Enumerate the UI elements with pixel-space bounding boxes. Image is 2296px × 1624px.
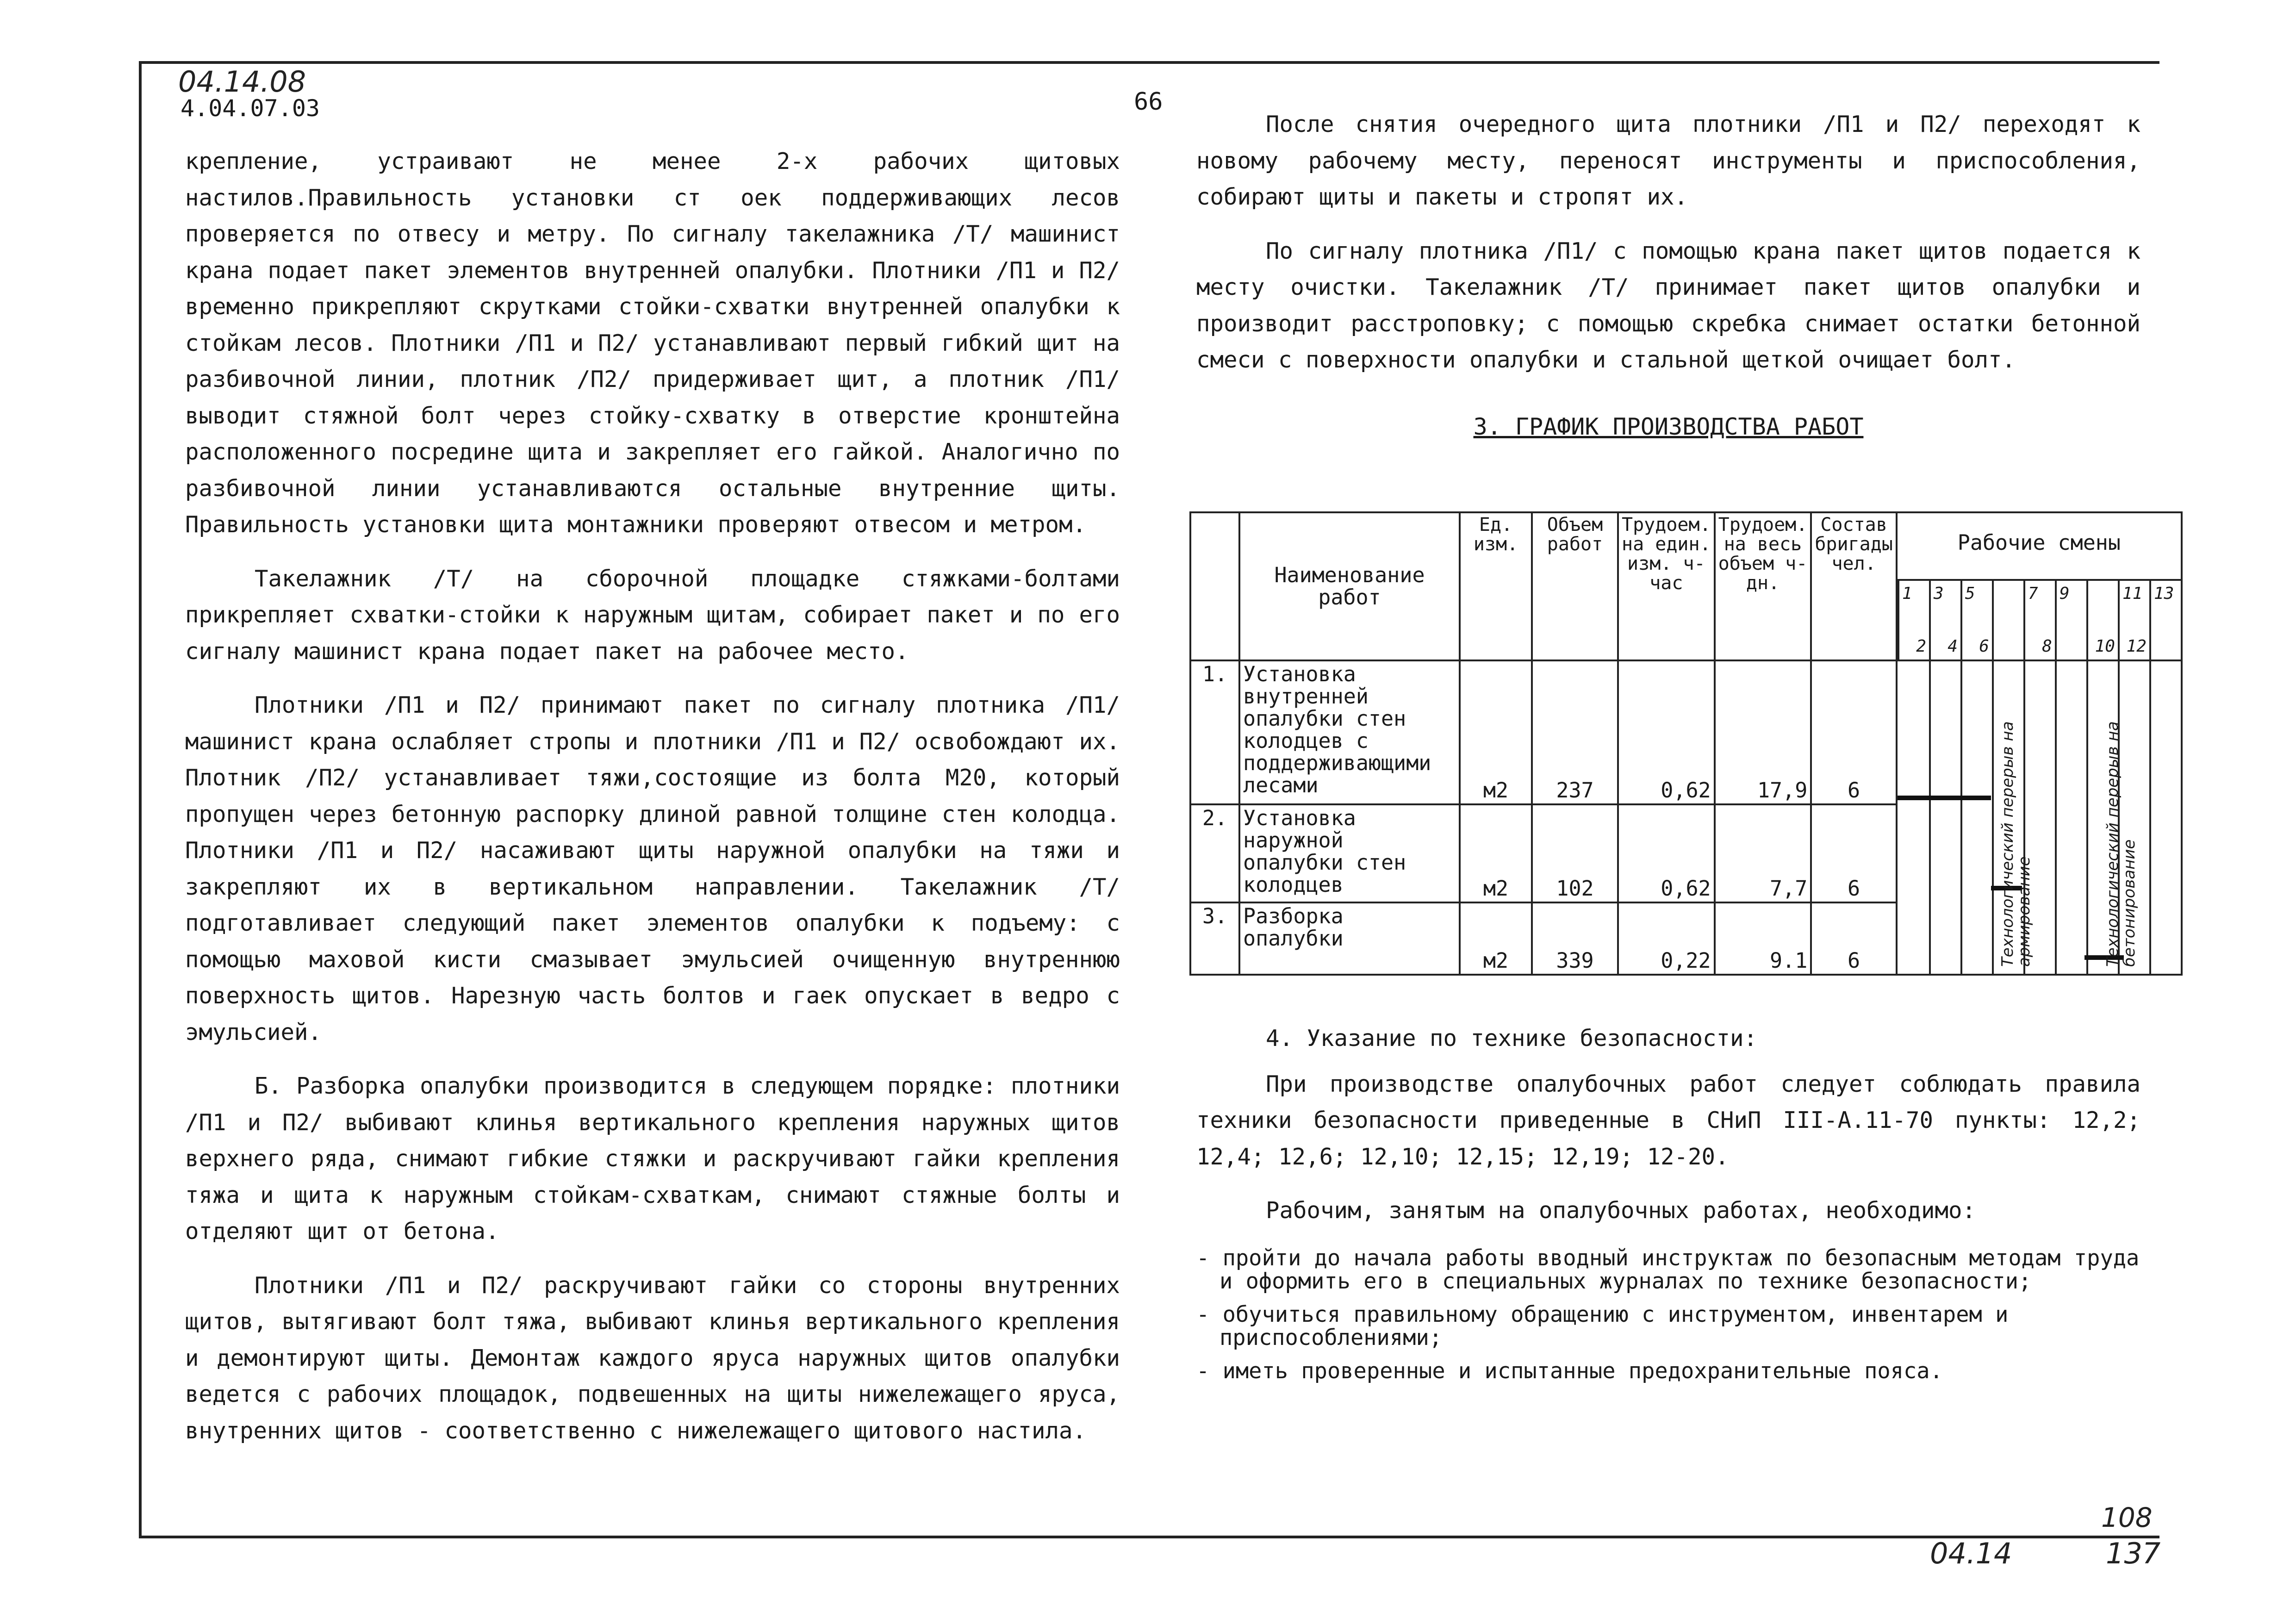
paragraph: После снятия очередного щита плотники /П1 и П2/ переходят к новому рабочему месту, переносят инструменты и приспособления, собирают щиты и пакеты и стропят их. <box>1196 111 2140 210</box>
shift-number: 2 <box>1916 637 1926 656</box>
row-labor-unit: 0,62 <box>1618 804 1715 902</box>
shift-number: 3 <box>1933 584 1944 603</box>
row-name: Установка наружной опалубки стен колодцев <box>1239 804 1460 902</box>
row-name: Разборка опалубки <box>1239 902 1460 975</box>
list-item: - иметь проверенные и испытанные предохранительные пояса. <box>1196 1358 1943 1384</box>
row-number: 1. <box>1190 660 1239 804</box>
row-volume: 102 <box>1532 804 1618 902</box>
row-unit: м2 <box>1460 902 1532 975</box>
table-header-cell: Наименование работ <box>1239 512 1460 660</box>
shift-number: 9 <box>2059 584 2070 603</box>
paragraph: Такелажник /Т/ на сборочной площадке стяжками-болтами прикрепляет схватки-стойки к наружным щитам, собирает пакет и по его сигналу машинист крана подает пакет на рабочее место. <box>185 565 1120 665</box>
shift-number: 5 <box>1965 584 1975 603</box>
handwritten-number: 137 <box>2106 1537 2161 1570</box>
vertical-note: Технологический перерыв на бетонирование <box>2103 721 2139 967</box>
gantt-gridline <box>1960 661 1962 974</box>
shift-column <box>2055 581 2086 660</box>
row-volume: 237 <box>1532 660 1618 804</box>
table-header-cell: Объем работ <box>1532 512 1618 660</box>
work-schedule-table <box>1189 511 2183 976</box>
shift-number: 11 <box>2122 584 2143 603</box>
shift-number: 13 <box>2153 584 2174 603</box>
safety-list <box>1196 1247 2140 1383</box>
gantt-gridline <box>1992 661 1994 974</box>
paragraph: При производстве опалубочных работ следует соблюдать правила техники безопасности приведенные в СНиП III-А.11-70 пункты: 12,2; 12,4; 12,6; 12,10; 12,15; 12,19; 12-20. <box>1196 1070 2140 1170</box>
shift-column <box>2118 581 2149 660</box>
paragraph: Плотники /П1 и П2/ раскручивают гайки со стороны внутренних щитов, вытягивают болт тяжа, выбивают клинья вертикального крепления и демонтируют щиты. Демонтаж каждого яруса наружных щитов опалубки ведется с рабочих площадок, подвешенных на щиты нижележащего яруса, внутренних щитов - соответственно с нижележащего щитового настила. <box>185 1272 1120 1444</box>
table-header-cell: Трудоем. на весь объем ч-дн. <box>1715 512 1811 660</box>
row-labor-unit: 0,22 <box>1618 902 1715 975</box>
paragraph: Рабочим, занятым на опалубочных работах, необходимо: <box>1266 1197 1976 1224</box>
shift-column <box>2023 581 2055 660</box>
row-crew: 6 <box>1811 660 1897 804</box>
paragraph: Плотники /П1 и П2/ принимают пакет по сигналу плотника /П1/ машинист крана ослабляет стропы и плотники /П1 и П2/ освобождают их. Плотник /П2/ устанавливает тяжи,состоящие из болта М20, который пропущен через бетонную распорку длиной равной толщине стен колодца. Плотники /П1 и П2/ насаживают щиты наружной опалубки на тяжи и закрепляют их в вертикальном направлении. Такелажник /Т/ подготавливает следующий пакет элементов опалубки к подъему: с помощью маховой кисти смазывает эмульсией очищенную внутреннюю поверхность щитов. Нарезную часть болтов и гаек опускает в ведро с эмульсией. <box>185 692 1120 1045</box>
left-column <box>185 143 1120 1467</box>
shift-number: 10 <box>2095 637 2115 656</box>
section-heading: 4. Указание по технике безопасности: <box>1266 1025 1758 1052</box>
row-volume: 339 <box>1532 902 1618 975</box>
handwritten-code: 04.14 <box>1930 1537 2012 1570</box>
safety-section <box>1196 1020 2140 1393</box>
shift-column <box>1929 581 1960 660</box>
row-crew: 6 <box>1811 902 1897 975</box>
row-number: 2. <box>1190 804 1239 902</box>
row-labor-unit: 0,62 <box>1618 660 1715 804</box>
right-column <box>1196 106 2140 461</box>
shift-number: 4 <box>1948 637 1958 656</box>
gantt-gridline <box>2149 661 2151 974</box>
shift-column <box>2149 581 2181 660</box>
gantt-area <box>1897 660 2182 975</box>
list-item: - обучиться правильному обращению с инструментом, инвентарем и приспособлениями; <box>1196 1301 2009 1350</box>
paragraph: крепление, устраивают не менее 2-х рабочих щитовых настилов.Правильность установки ст оек поддерживающих лесов проверяется по отвесу и метру. По сигналу такелажника /Т/ машинист крана подает пакет элементов внутренней опалубки. Плотники /П1 и П2/ временно прикрепляют скрутками стойки-схватки внутренней опалубки к стойкам лесов. Плотники /П1 и П2/ устанавливают первый гибкий щит на разбивочной линии, плотник /П2/ придерживает щит, а плотник /П1/ выводит стяжной болт через стойку-схватку в отверстие кронштейна расположенного посредине щита и закрепляет его гайкой. Аналогично по разбивочной линии устанавливаются остальные внутренние щиты. Правильность установки щита монтажники проверяют отвесом и метром. <box>185 148 1120 538</box>
handwritten-code: 04.14.08 <box>178 65 306 99</box>
row-unit: м2 <box>1460 660 1532 804</box>
table-header-cell: Трудоем. на един. изм. ч-час <box>1618 512 1715 660</box>
row-labor-total: 17,9 <box>1715 660 1811 804</box>
gantt-gridline <box>2086 661 2088 974</box>
shift-number: 1 <box>1902 584 1912 603</box>
shift-column <box>2086 581 2118 660</box>
page-number: 66 <box>1134 88 1163 116</box>
gantt-bar <box>1898 796 1991 800</box>
row-crew: 6 <box>1811 804 1897 902</box>
table-header-cell: Ед. изм. <box>1460 512 1532 660</box>
shifts-header: Рабочие смены <box>1957 530 2121 555</box>
document-code: 4.04.07.03 <box>180 95 320 122</box>
shift-number: 12 <box>2126 637 2147 656</box>
table-header-cell <box>1897 512 2182 660</box>
paragraph: По сигналу плотника /П1/ с помощью крана пакет щитов подается к месту очистки. Такелажник /Т/ принимает пакет щитов опалубки и производит расстроповку; с помощью скребка снимает остатки бетонной смеси с поверхности опалубки и стальной щеткой очищает болт. <box>1196 237 2140 373</box>
handwritten-number: 108 <box>2101 1502 2153 1533</box>
paragraph: Б. Разборка опалубки производится в следующем порядке: плотники /П1 и П2/ выбивают клинья вертикального крепления наружных щитов верхнего ряда, снимают гибкие стяжки и раскручивают гайки крепления тяжа и щита к наружным стойкам-схваткам, снимают стяжные болты и отделяют щит от бетона. <box>185 1073 1120 1244</box>
shift-column <box>1992 581 2023 660</box>
list-item: - пройти до начала работы вводный инструктаж по безопасным методам труда и оформить его в специальных журналах по технике безопасности; <box>1196 1245 2140 1294</box>
row-labor-total: 9.1 <box>1715 902 1811 975</box>
shift-column <box>1960 581 1992 660</box>
section-title: 3. ГРАФИК ПРОИЗВОДСТВА РАБОТ <box>1473 413 1864 440</box>
gantt-gridline <box>1929 661 1931 974</box>
shift-number: 6 <box>1979 637 1989 656</box>
gantt-gridline <box>2055 661 2057 974</box>
shift-number: 8 <box>2042 637 2052 656</box>
row-name: Установка внутренней опалубки стен колодцев с поддерживающими лесами <box>1239 660 1460 804</box>
table-header-cell: Состав бригады чел. <box>1811 512 1897 660</box>
shift-number-grid <box>1898 579 2181 660</box>
table-header-cell <box>1190 512 1239 660</box>
row-unit: м2 <box>1460 804 1532 902</box>
row-number: 3. <box>1190 902 1239 975</box>
shift-number: 7 <box>2028 584 2038 603</box>
row-labor-total: 7,7 <box>1715 804 1811 902</box>
shift-column <box>1898 581 1929 660</box>
vertical-note: Технологический перерыв на армирование <box>1998 721 2034 967</box>
gantt-chart <box>1898 661 2181 974</box>
